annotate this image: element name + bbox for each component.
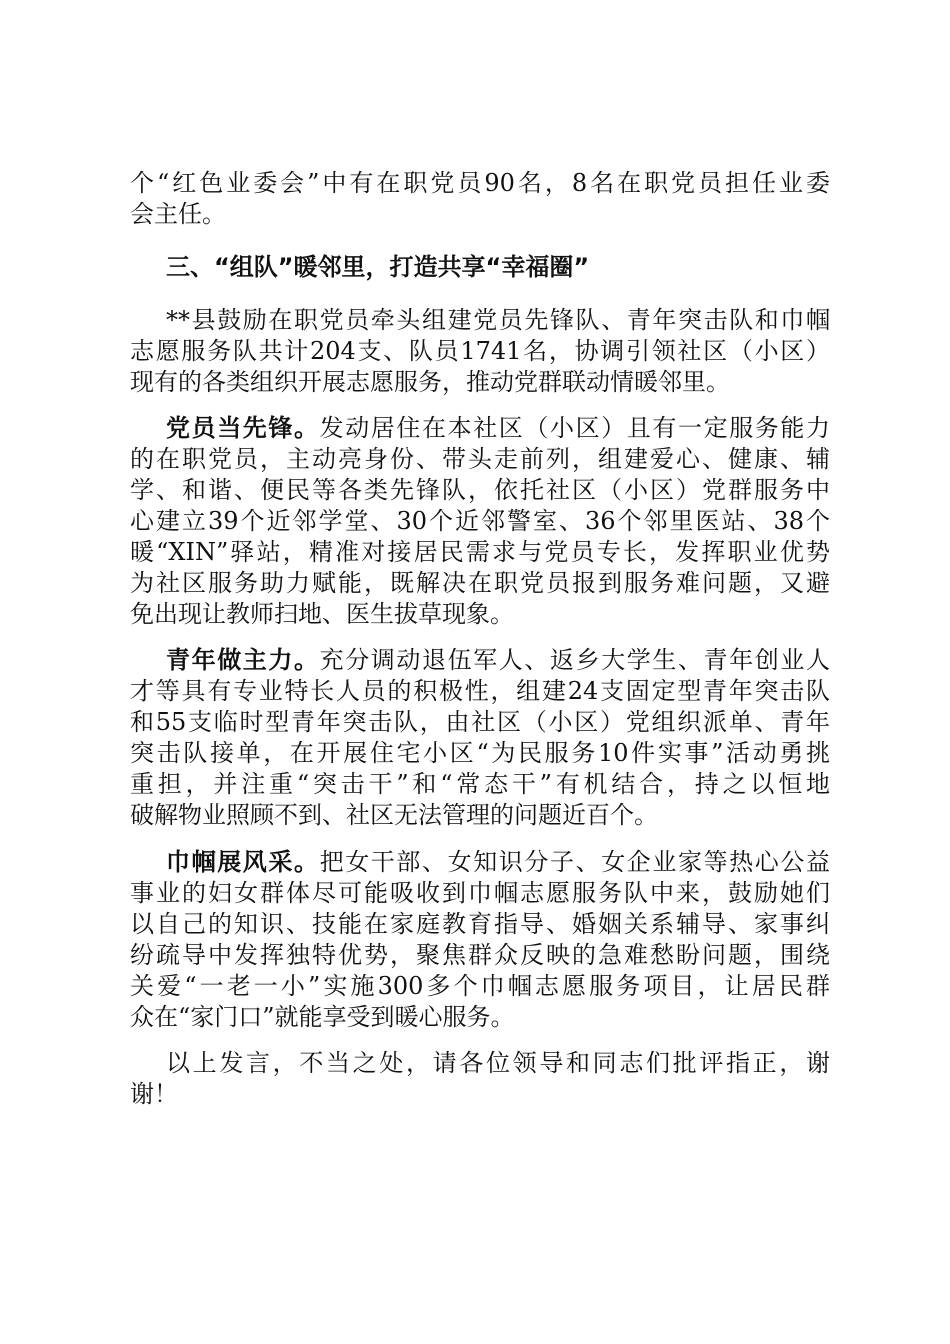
paragraph-line: 重担，并注重“突击干”和“常态干”有机结合，持之以恒地: [130, 770, 830, 798]
paragraph-line: 志愿服务队共计204支、队员1741名，协调引领社区（小区）: [130, 337, 830, 365]
paragraph-lead: 青年做主力。: [166, 645, 320, 674]
paragraph-line: 突击队接单，在开展住宅小区“为民服务10件实事”活动勇挑: [130, 739, 830, 767]
paragraph-line: 破解物业照顾不到、社区无法管理的问题近百个。: [130, 801, 658, 829]
paragraph-line: 学、和谐、便民等各类先锋队，依托社区（小区）党群服务中: [130, 476, 830, 504]
paragraph-line: **县鼓励在职党员牵头组建党员先锋队、青年突击队和巾帼: [166, 306, 830, 334]
paragraph-line: 众在“家门口”就能享受到暖心服务。: [130, 1003, 515, 1031]
paragraph-line: 暖“XIN”驿站，精准对接居民需求与党员专长，发挥职业优势: [130, 538, 830, 566]
paragraph-text: 充分调动退伍军人、返乡大学生、青年创业人: [319, 646, 831, 674]
paragraph-line: 现有的各类组织开展志愿服务，推动党群联动情暖邻里。: [130, 368, 730, 396]
paragraph-line: 才等具有专业特长人员的积极性，组建24支固定型青年突击队: [130, 677, 830, 705]
paragraph-line: 的在职党员，主动亮身份、带头走前列，组建爱心、健康、辅: [130, 445, 830, 473]
paragraph-line: 会主任。: [130, 200, 226, 228]
paragraph-lead: 党员当先锋。: [166, 413, 320, 442]
paragraph-lead: 巾帼展风采。: [166, 847, 320, 876]
paragraph-line: 免出现让教师扫地、医生拔草现象。: [130, 600, 514, 628]
paragraph-line: 以自己的知识、技能在家庭教育指导、婚姻关系辅导、家事纠: [130, 910, 830, 938]
paragraph-line: [166, 845, 830, 879]
section-heading: 三、“组队”暖邻里，打造共享“幸福圈”: [166, 253, 590, 281]
paragraph-line: [166, 411, 830, 445]
paragraph-line: 和55支临时型青年突击队，由社区（小区）党组织派单、青年: [130, 708, 830, 736]
paragraph-line: 以上发言，不当之处，请各位领导和同志们批评指正，谢: [166, 1049, 830, 1077]
paragraph-line: 关爱“一老一小”实施300多个巾帼志愿服务项目，让居民群: [130, 972, 830, 1000]
paragraph-line: 纷疏导中发挥独特优势，聚焦群众反映的急难愁盼问题，围绕: [130, 941, 830, 969]
paragraph-text: 把女干部、女知识分子、女企业家等热心公益: [319, 848, 831, 876]
paragraph-line: 心建立39个近邻学堂、30个近邻警室、36个邻里医站、38个: [130, 507, 830, 535]
paragraph-line: 谢！: [130, 1080, 178, 1108]
paragraph-text: 发动居住在本社区（小区）且有一定服务能力: [319, 414, 831, 442]
paragraph-line: 事业的妇女群体尽可能吸收到巾帼志愿服务队中来，鼓励她们: [130, 879, 830, 907]
paragraph-line: 为社区服务助力赋能，既解决在职党员报到服务难问题，又避: [130, 569, 830, 597]
paragraph-line: 个“红色业委会”中有在职党员90名，8名在职党员担任业委: [130, 169, 830, 197]
paragraph-line: [166, 643, 830, 677]
